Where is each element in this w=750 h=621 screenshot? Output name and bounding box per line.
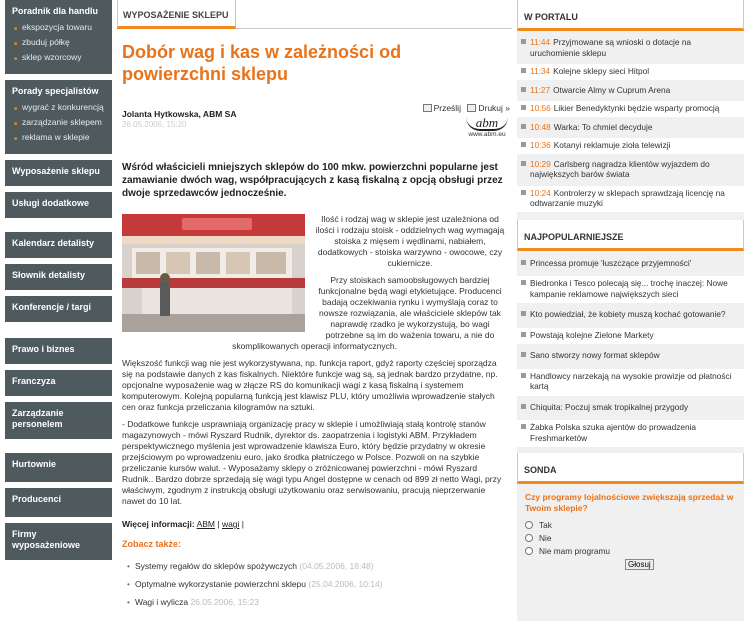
- bullet-icon: [521, 190, 526, 195]
- see-also-heading: Zobacz także:: [122, 539, 182, 549]
- sidebar-block-producenci: [5, 488, 112, 517]
- popular-item[interactable]: [517, 276, 744, 303]
- news-text[interactable]: Kotanyi reklamuje zioła telewizji: [553, 140, 671, 150]
- send-button[interactable]: [423, 103, 461, 113]
- article-date: 26.05.2006, 15:20: [122, 120, 187, 129]
- send-label: Prześlij: [433, 103, 461, 113]
- printer-icon: [467, 104, 476, 112]
- more-info-link-abm[interactable]: ABM: [196, 519, 215, 529]
- sidebar-item-ekspozycja[interactable]: ■ ekspozycja towaru: [12, 22, 105, 32]
- sonda-option[interactable]: [525, 520, 744, 530]
- related-item[interactable]: [127, 579, 512, 590]
- sonda-radio-brak[interactable]: [525, 547, 533, 555]
- popular-item[interactable]: [517, 400, 744, 417]
- popular-text[interactable]: Biedronka i Tesco polecają się... trochę inaczej: Nowe kampanie reklamowe największych sieci: [530, 278, 728, 299]
- left-sidebar: [5, 0, 112, 621]
- related-item[interactable]: [127, 561, 512, 572]
- related-title[interactable]: Systemy regałów do sklepów spożywczych: [135, 561, 298, 571]
- article-body: [122, 214, 507, 507]
- bullet-icon: [521, 424, 526, 429]
- article-headline: Dobór wag i kas w zależności od powierzchni sklepu: [122, 42, 402, 84]
- sidebar-block-hurtownie: [5, 453, 112, 482]
- sidebar-block-poradnik: [5, 0, 112, 74]
- sidebar-item-zarzadzanie[interactable]: ■ zarządzanie sklepem: [12, 117, 105, 127]
- popular-text[interactable]: Princessa promuje 'łuszczące przyjemności': [530, 257, 692, 268]
- sidebar-item-sklep-wzorcowy[interactable]: ■ sklep wzorcowy: [12, 52, 105, 62]
- popular-text[interactable]: Żabka Polska szuka ajentów do prowadzenia Freshmarketów: [530, 422, 697, 443]
- popular-heading: NAJPOPULARNIEJSZE: [517, 220, 744, 251]
- sidebar-block-personel: [5, 402, 112, 439]
- news-time: 10:29: [530, 158, 551, 169]
- related-date: (04.05.2006, 18:48): [299, 561, 374, 571]
- news-item[interactable]: [517, 186, 744, 212]
- article-meta: [117, 103, 512, 147]
- news-time: 10:56: [530, 103, 551, 113]
- sidebar-block-slownik: [5, 264, 112, 290]
- abm-logo-mark: abm: [466, 117, 508, 131]
- popular-text[interactable]: Powstają kolejne Zielone Markety: [530, 329, 654, 340]
- popular-item[interactable]: [517, 369, 744, 396]
- sidebar-title-personel[interactable]: Zarządzanie personelem: [12, 408, 64, 429]
- sidebar-title-kalendarz[interactable]: Kalendarz detalisty: [12, 238, 95, 248]
- sidebar-block-prawo: [5, 338, 112, 364]
- sonda-option-label: Nie mam programu: [539, 546, 611, 556]
- more-info-link-wagi[interactable]: wagi: [221, 519, 240, 529]
- sidebar-block-firmy: [5, 523, 112, 560]
- sidebar-title-konferencje[interactable]: Konferencje / targi: [12, 302, 92, 312]
- bullet-icon: [521, 68, 526, 73]
- bullet-icon: [521, 39, 526, 44]
- sidebar-block-franczyza: [5, 370, 112, 396]
- news-text[interactable]: Przyjmowane są wnioski o dotacje na uruchomienie sklepu: [530, 37, 692, 58]
- bullet-icon: [521, 332, 526, 337]
- news-item[interactable]: [517, 35, 744, 61]
- bullet-icon: [521, 404, 526, 409]
- article-tools: [423, 103, 510, 113]
- news-item[interactable]: [517, 157, 744, 183]
- news-time: 11:34: [530, 66, 551, 76]
- news-text[interactable]: Warka: To chmiel decyduje: [553, 121, 653, 132]
- news-item[interactable]: [517, 138, 744, 154]
- sidebar-block-porady: [5, 80, 112, 154]
- news-time: 11:44: [530, 37, 551, 47]
- sidebar-title-wyposazenie[interactable]: Wyposażenie sklepu: [12, 166, 100, 176]
- news-time: 10:36: [530, 140, 551, 150]
- article-column: [117, 0, 512, 615]
- sidebar-item-reklama[interactable]: ■ reklama w sklepie: [12, 132, 105, 142]
- article-paragraph: Większość funkcji wag nie jest wykorzystywana, np. funkcja raport, gdyż raporty częściej sporządza się na podstawie danych z kas fiskalnych. Niektóre funkcje wag są, są jednak bardzo przydatne, np. opcjonalne wyposażenie wag w złącze RS do komunikacji wagi z kasą fiskalną i systemem komputerowym. Kolejną popularną funkcją jest klawisz PLU, który umożliwia wprowadzenie stałych cen oraz funkcja przeliczania kilogramów na sztuki.: [122, 358, 498, 412]
- bullet-icon: [521, 280, 526, 285]
- article-author: Jolanta Hytkowska, ABM SA: [122, 109, 237, 119]
- news-text[interactable]: Likier Benedyktynki będzie wsparty promocją: [553, 103, 720, 113]
- sonda-radio-tak[interactable]: [525, 521, 533, 529]
- news-text[interactable]: Kontrolerzy w sklepach sprawdzają licencję na odtwarzanie muzyki: [530, 187, 725, 208]
- news-item[interactable]: [517, 101, 744, 117]
- sonda-option-label: Nie: [539, 533, 552, 543]
- more-info-label: Więcej informacji:: [122, 519, 195, 529]
- popular-item[interactable]: [517, 328, 744, 345]
- news-time: 10:48: [530, 121, 551, 132]
- portal-heading: W PORTALU: [517, 0, 744, 31]
- more-info: Więcej informacji: ABM | wagi |: [122, 519, 244, 529]
- bullet-icon: [521, 142, 526, 147]
- bullet-icon: [521, 373, 526, 378]
- bullet-icon: [521, 311, 526, 316]
- popular-text[interactable]: Chiquita: Poczuj smak tropikalnej przygody: [530, 401, 689, 412]
- article-photo: [122, 214, 305, 332]
- shop-interior-image: [122, 214, 305, 332]
- related-date: (25.04.2006, 10:14): [308, 579, 383, 589]
- bullet-icon: [521, 124, 526, 129]
- popular-text[interactable]: Handlowcy narzekają na wysokie prowizje od płatności kartą: [530, 370, 732, 391]
- abm-logo-url: www.abm.eu: [468, 131, 506, 138]
- sidebar-sublist: [12, 22, 105, 62]
- vote-button[interactable]: Głosuj: [625, 559, 654, 570]
- sidebar-title-poradnik[interactable]: Poradnik dla handlu: [12, 6, 99, 16]
- article-paragraph: - Dodatkowe funkcje usprawniają organizację pracy w sklepie i umożliwiają stałą kontrolę stanów magazynowych - mówi Ryszard Rudnik, dyrektor ds. zaopatrzenia i logistyki ABM. Przykładem perspektywicznego myślenia jest wprowadzenie klawisza Euro, który będzie przydatny w okresie przejściowym po wprowadzeniu euro, jako środka płatniczego w Polsce. Pozwoli on na szybkie przeliczanie kursów walut. - Wyposażamy sklepy o zróżnicowanej powierzchni - mówi Ryszard Rudnik.. Bardzo dobrze sprzedają się wagi typu Angel dostępne w cenach od 899 zł netto Wagi, przy właściwym, zgodnym z instrukcją obsługi użytkowaniu oraz serwisowaniu, pracują nieprzerwanie nawet do 10 lat.: [122, 419, 502, 506]
- sidebar-title-uslugi[interactable]: Usługi dodatkowe: [12, 198, 90, 208]
- related-item[interactable]: [127, 597, 512, 608]
- sonda-radio-nie[interactable]: [525, 534, 533, 542]
- news-time: 11:27: [530, 84, 551, 95]
- news-item[interactable]: [517, 83, 744, 99]
- sidebar-title-firmy[interactable]: Firmy wyposażeniowe: [12, 529, 81, 550]
- print-button[interactable]: Drukuj »: [467, 103, 510, 113]
- sidebar-block-konferencje: [5, 296, 112, 322]
- sidebar-title-slownik[interactable]: Słownik detalisty: [12, 270, 86, 280]
- popular-item[interactable]: [517, 420, 744, 447]
- related-date: 26.05.2006, 15:23: [190, 597, 259, 607]
- sidebar-title-prawo[interactable]: Prawo i biznes: [12, 344, 75, 354]
- sonda-options: [525, 520, 744, 570]
- news-text[interactable]: Carlsberg nagradza klientów wyjazdem do największych barów świata: [530, 158, 710, 179]
- related-title[interactable]: Wagi i wylicza: [135, 597, 189, 607]
- bullet-icon: [521, 352, 526, 357]
- sidebar-item-zbuduj-polke[interactable]: ■ zbuduj półkę: [12, 37, 105, 47]
- bullet-icon: [521, 260, 526, 265]
- sidebar-title-franczyza[interactable]: Franczyza: [12, 376, 56, 386]
- sidebar-sublist: [12, 102, 105, 142]
- article-lead: Wśród właścicieli mniejszych sklepów do 100 mkw. powierzchni popularne jest zamawianie dwóch wag, współpracujących z kasą fiskalną z opcją obsługi przez dwoje sprzedawców jednocześnie.: [122, 162, 503, 199]
- section-tab[interactable]: WYPOSAŻENIE SKLEPU: [117, 0, 236, 29]
- related-title[interactable]: Optymalne wykorzystanie powierzchni sklepu: [135, 579, 307, 589]
- sonda-option[interactable]: [525, 546, 744, 556]
- sonda-question: Czy programy lojalnościowe zwiększają sprzedaż w Twoim sklepie?: [525, 492, 734, 513]
- portal-news-list: [517, 31, 744, 212]
- right-column: [517, 0, 744, 621]
- sonda-heading: SONDA: [517, 453, 744, 484]
- bullet-icon: [521, 87, 526, 92]
- popular-list: [517, 251, 744, 448]
- news-text[interactable]: Kolejne sklepy sieci Hitpol: [553, 66, 650, 76]
- news-time: 10:24: [530, 187, 551, 198]
- sidebar-title-porady[interactable]: Porady specjalistów: [12, 86, 99, 96]
- sonda-option-label: Tak: [539, 520, 552, 530]
- sidebar-block-wyposazenie: [5, 160, 112, 186]
- article-paragraph: Ilość i rodzaj wag w sklepie jest uzależniona od ilości i rodzaju stoisk - oddzielnych wag wymagają stoiska z mięsem i wędlinami, nabiałem, dodatkowych - stoiska warzywno - owocowe, czy cukiernicze.: [315, 214, 505, 268]
- sidebar-block-uslugi: [5, 192, 112, 218]
- sidebar-block-kalendarz: [5, 232, 112, 258]
- sonda-option[interactable]: [525, 533, 744, 543]
- print-label: Drukuj: [478, 103, 503, 113]
- sidebar-title-hurtownie[interactable]: Hurtownie: [12, 459, 56, 469]
- news-item[interactable]: [517, 64, 744, 80]
- envelope-icon: [423, 104, 432, 112]
- sidebar-title-producenci[interactable]: Producenci: [12, 494, 62, 504]
- related-list: [127, 561, 512, 608]
- news-text[interactable]: Otwarcie Almy w Cuprum Arena: [553, 84, 671, 95]
- popular-item[interactable]: [517, 307, 744, 324]
- popular-item[interactable]: [517, 348, 744, 365]
- article-paragraph: Przy stoiskach samoobsługowych bardziej funkcjonalne będą wagi etykietujące. Producenci badają oczekiwania rynku i wymyślają coraz to nowsze rozwiązania, ale właściciele sklepów tak naprawdę rzadko je wykorzystują, bo wagi potrzebne są im do ważenia towaru, a nie do skomplikowanych operacji informatycznych.: [232, 275, 502, 351]
- popular-item[interactable]: [517, 256, 744, 273]
- sidebar-item-konkurencja[interactable]: ■ wygrać z konkurencją: [12, 102, 105, 112]
- popular-text[interactable]: Sano stworzy nowy format sklepów: [530, 350, 660, 360]
- news-item[interactable]: [517, 120, 744, 136]
- popular-text[interactable]: Kto powiedział, że kobiety muszą kochać gotowanie?: [530, 309, 726, 319]
- bullet-icon: [521, 161, 526, 166]
- abm-logo: [466, 117, 508, 139]
- bullet-icon: [521, 105, 526, 110]
